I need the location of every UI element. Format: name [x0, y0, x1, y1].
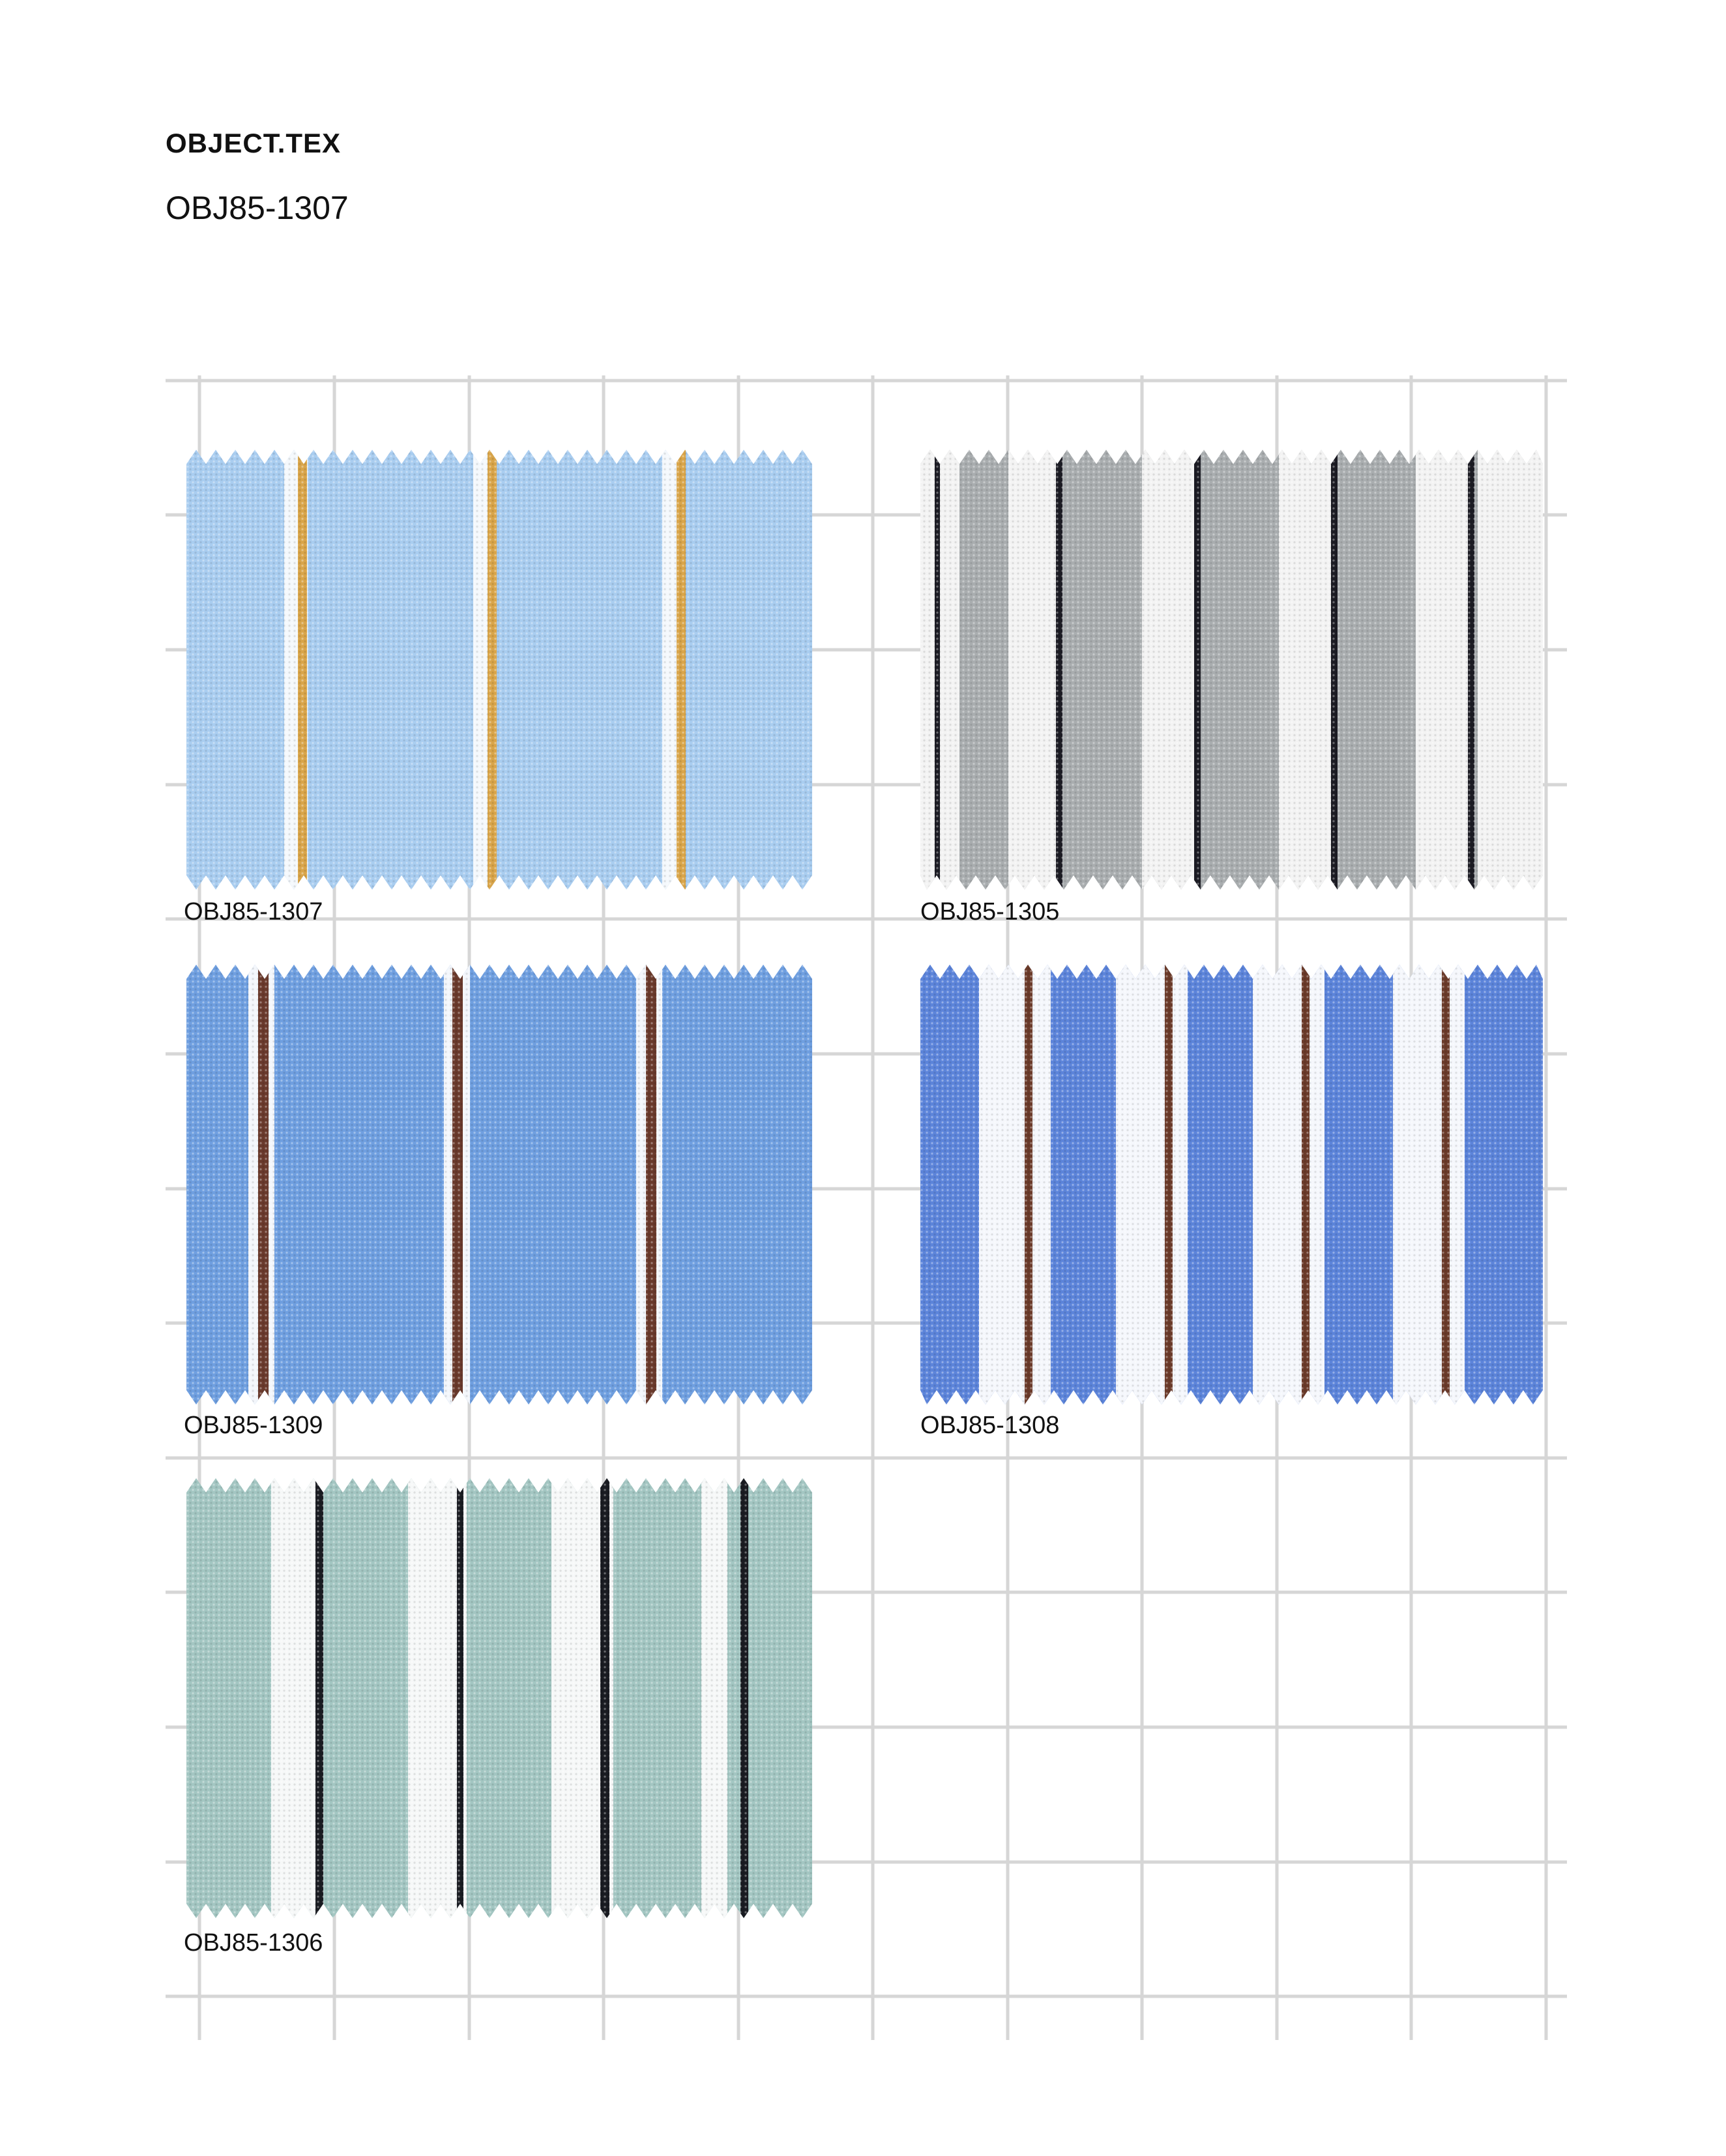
- swatch-label: OBJ85-1305: [920, 898, 1060, 925]
- fabric-swatch-image: [920, 450, 1543, 890]
- product-code: OBJ85-1307: [166, 190, 349, 226]
- weave-texture: [920, 450, 1543, 890]
- brand-title: OBJECT.TEX: [166, 128, 342, 158]
- fabric-swatch-image: [920, 965, 1543, 1405]
- swatch-label: OBJ85-1306: [184, 1929, 323, 1957]
- fabric-swatch-image: [186, 965, 812, 1405]
- fabric-swatch-1307[interactable]: [186, 450, 812, 890]
- swatch-label: OBJ85-1308: [920, 1412, 1060, 1439]
- weave-texture: [186, 450, 812, 890]
- fabric-swatch-image: [186, 450, 812, 890]
- weave-texture: [920, 965, 1543, 1405]
- fabric-swatch-1305[interactable]: [920, 450, 1543, 890]
- swatch-label: OBJ85-1307: [184, 898, 323, 925]
- weave-texture: [186, 1478, 812, 1918]
- weave-texture: [186, 965, 812, 1405]
- fabric-swatch-1306[interactable]: [186, 1478, 812, 1918]
- fabric-swatch-1309[interactable]: [186, 965, 812, 1405]
- swatch-label: OBJ85-1309: [184, 1412, 323, 1439]
- fabric-swatch-image: [186, 1478, 812, 1918]
- fabric-swatch-1308[interactable]: [920, 965, 1543, 1405]
